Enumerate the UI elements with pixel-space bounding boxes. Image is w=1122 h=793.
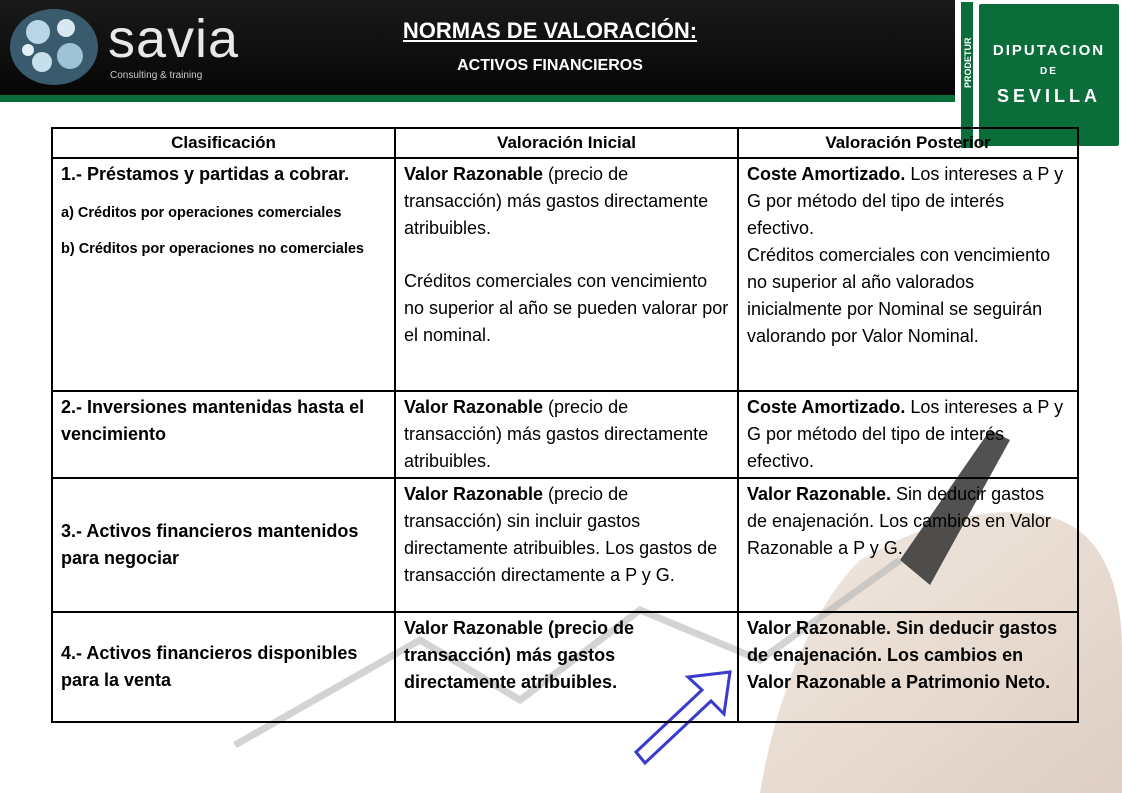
posterior-bold: Coste Amortizado. [747,164,906,184]
cell-posterior [738,478,1078,612]
inicial-text: (precio de transacción) sin incluir gastos directamente atribuibles. Los gastos de transacción directamente a P y G. [404,484,718,585]
logo-tagline: Consulting & training [110,70,203,81]
posterior-extra: Créditos comerciales con vencimiento no superior al año valorados inicialmente por Nominal se seguirán valorando por Valor Nominal. [747,245,1051,346]
page-title: NORMAS DE VALORACIÓN: [402,18,698,43]
table-header-row [52,128,1078,158]
header-bar [0,0,955,98]
table-row [52,478,1078,612]
emblem-line-1: DIPUTACION [992,42,1106,59]
cell-posterior: Valor Razonable. Sin deducir gastos de enajenación. Los cambios en Valor Razonable a Patrimonio Neto. [738,612,1078,722]
page-subtitle: ACTIVOS FINANCIEROS [457,57,643,74]
cell-inicial: Valor Razonable (precio de transacción) más gastos directamente atribuibles. [395,612,738,722]
posterior-text: Los intereses a P y G por método del tipo de interés efectivo. [747,397,1064,471]
cell-clasificacion: 4.- Activos financieros disponibles para la venta [52,612,395,722]
diputacion-emblem [979,4,1119,146]
header-valoracion-inicial: Valoración Inicial [395,128,738,158]
row-title: 1.- Préstamos y partidas a cobrar. [61,164,350,184]
posterior-text: Los intereses a P y G por método del tipo de interés efectivo. [747,164,1064,238]
cell-clasificacion [52,158,395,391]
sub-item-b: b) Créditos por operaciones no comerciales [61,241,364,257]
inicial-extra: Créditos comerciales con vencimiento no superior al año se pueden valorar por el nominal. [404,271,729,345]
cell-posterior [738,391,1078,478]
header-clasificacion: Clasificación [52,128,395,158]
cell-clasificacion: 2.- Inversiones mantenidas hasta el vencimiento [52,391,395,478]
cell-inicial [395,158,738,391]
table-row [52,391,1078,478]
header-valoracion-posterior: Valoración Posterior [738,128,1078,158]
inicial-text: (precio de transacción) más gastos directamente atribuibles. [404,164,709,238]
table-row [52,612,1078,722]
cell-inicial [395,391,738,478]
header-accent-stripe [0,95,955,102]
sub-item-a: a) Créditos por operaciones comerciales [61,205,342,221]
savia-logo-icon [8,6,100,88]
emblem-line-2: DE [1040,66,1058,77]
cell-posterior [738,158,1078,391]
cell-inicial [395,478,738,612]
inicial-bold: Valor Razonable [404,164,544,184]
prodetur-label: PRODETUR [963,37,973,88]
inicial-bold: Valor Razonable [404,397,544,417]
valuation-table [51,127,1079,723]
posterior-text: Sin deducir gastos de enajenación. Los cambios en Valor Razonable a P y G. [747,484,1051,558]
emblem-line-3: SEVILLA [996,86,1101,106]
cell-clasificacion: 3.- Activos financieros mantenidos para negociar [52,478,395,612]
inicial-bold: Valor Razonable [404,484,544,504]
posterior-bold: Valor Razonable. [747,484,892,504]
table-row [52,158,1078,391]
posterior-bold: Coste Amortizado. [747,397,906,417]
inicial-text: (precio de transacción) más gastos directamente atribuibles. [404,397,709,471]
logo-wordmark: savia [108,9,240,69]
